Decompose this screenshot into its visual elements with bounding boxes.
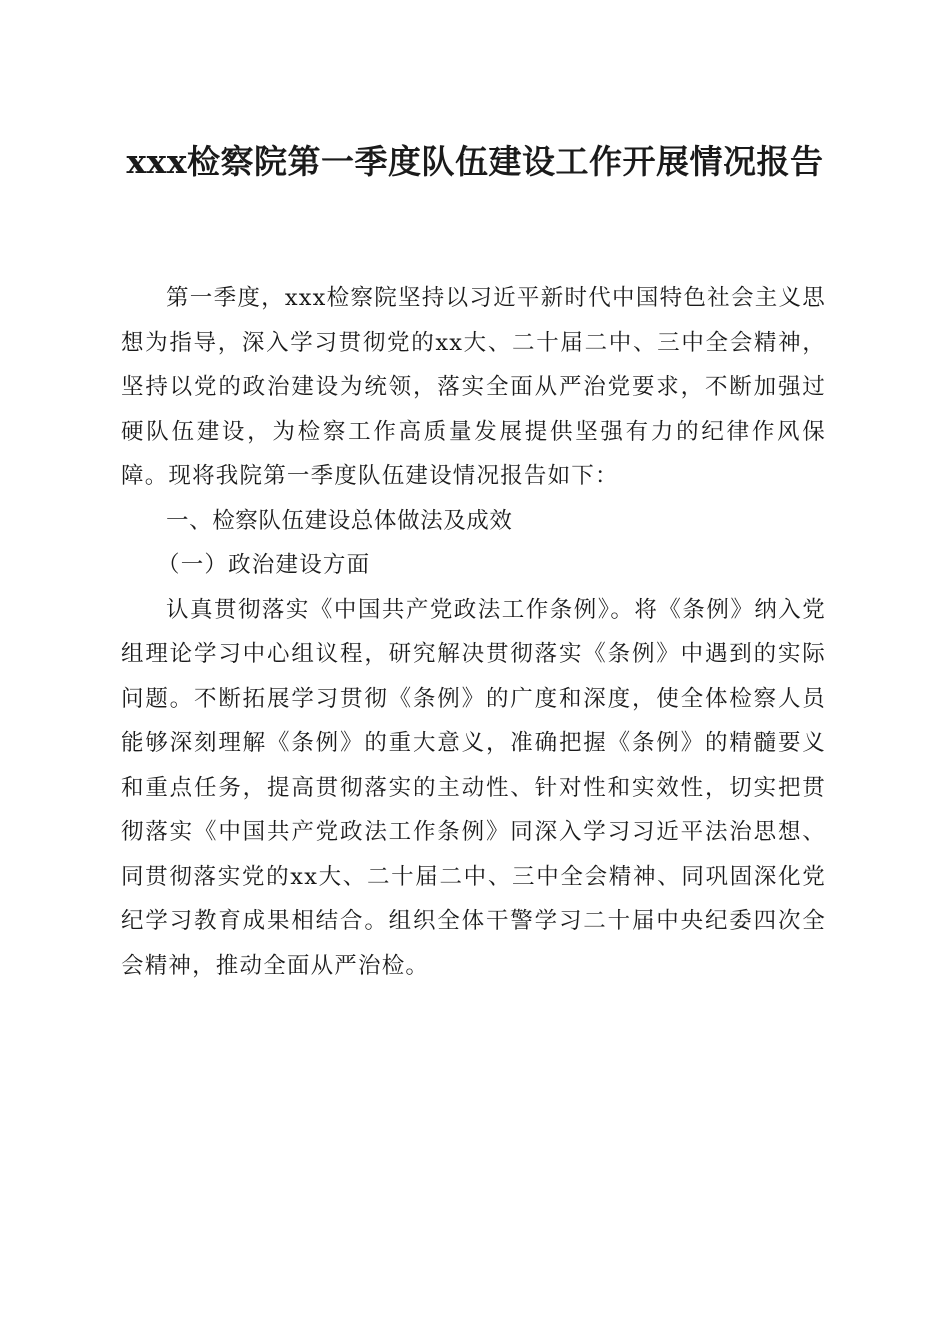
subsection-paragraph: 认真贯彻落实《中国共产党政法工作条例》。将《条例》纳入党组理论学习中心组议程，研究解决贯彻落实《条例》中遇到的实际问题。不断拓展学习贯彻《条例》的广度和深度，使全体检察人员能够深刻理解《条例》的重大意义，准确把握《条例》的精髓要义和重点任务，提高贯彻落实的主动性、针对性和实效性，切实把贯彻落实《中国共产党政法工作条例》同深入学习习近平法治思想、同贯彻落实党的xx大、二十届二中、三中全会精神、同巩固深化党纪学习教育成果相结合。组织全体干警学习二十届中央纪委四次全会精神，推动全面从严治检。 [121, 596, 826, 979]
subsection-heading: （一）政治建设方面 [157, 552, 371, 578]
intro-paragraph: 第一季度，xxx检察院坚持以习近平新时代中国特色社会主义思想为指导，深入学习贯彻党的xx大、二十届二中、三中全会精神，坚持以党的政治建设为统领，落实全面从严治党要求，不断加强过硬队伍建设，为检察工作高质量发展提供坚强有力的纪律作风保障。现将我院第一季度队伍建设情况报告如下： [121, 285, 826, 489]
document-body [121, 276, 826, 988]
section-heading: 一、检察队伍建设总体做法及成效 [166, 507, 513, 534]
document-title: xxx检察院第一季度队伍建设工作开展情况报告 [126, 142, 824, 181]
